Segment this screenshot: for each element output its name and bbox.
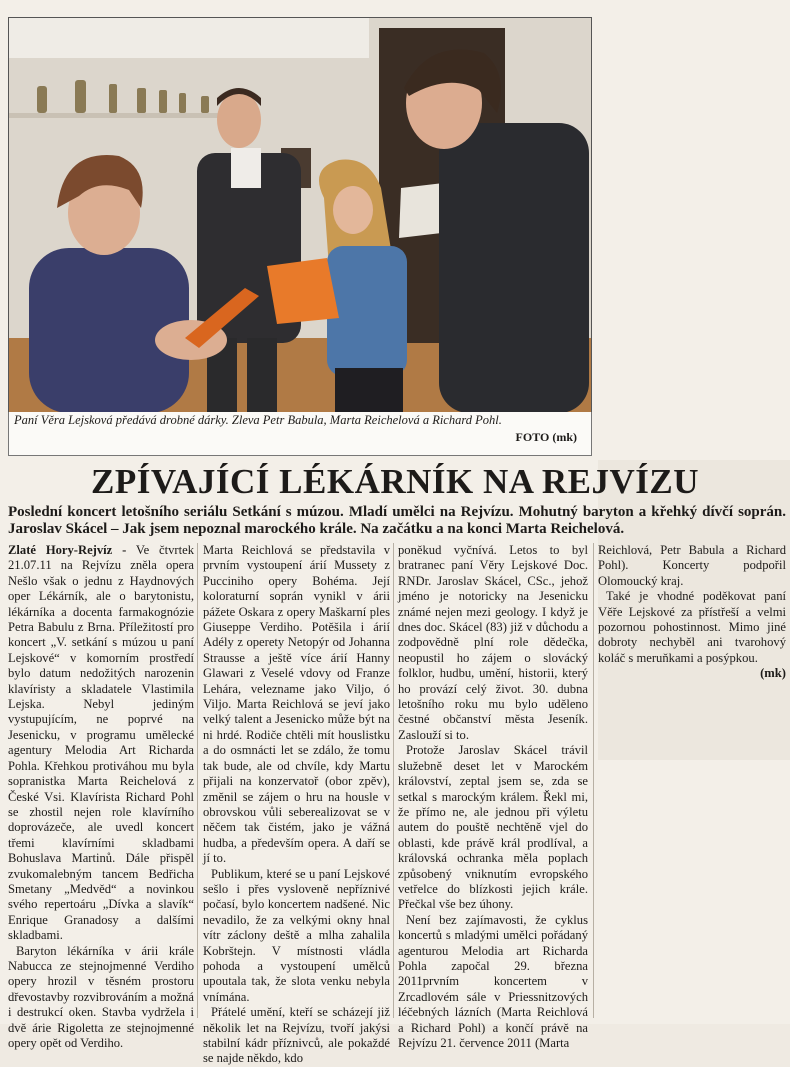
column-rule [393,543,394,1018]
paragraph: Marta Reichlová se představila v prvním vystoupení árií Mussety z Pucciniho opery Bohéma. Její koloraturní soprán vynikl v árii pážete Oskara z opery Maškarní ples Giuseppe Verdiho. Potěšila i árií Adély z operety Netopýr od Johanna Strausse a ještě více árií Hanny Glawari z Veselé vdovy od Franze Lehára, velezname jako Viljo, ó Viljo. Marta Reichlová se jeví jako velký talent a Jesenicko může být na ni hrdé. Rodiče chtěli mít houslistku a do osmnácti let se zdálo, že tomu tak bude, ale od chvíle, kdy Martu přijali na konzervatoř (obor zpěv), změnil se zájem o hru na housle v obrovskou vůli seberealizovat se v něčem tak čistém, jako je vážná hudba, a především opera. A daří se jí to. [203,543,390,866]
photo-caption-box [8,412,592,456]
article-photo [8,17,592,414]
paragraph: Není bez zajímavosti, že cyklus koncertů s mladými umělci pořádaný agenturou Melodia art Richarda Pohla započal 29. března 2011prvním koncertem v Zrcadlovém sále v Priessnitzových léčebných lázních (Marta Reichlová a Richard Pohl) a končí právě na Rejvízu 21. července 2011 (Marta [398,912,588,1050]
paragraph: Publikum, které se u paní Lejskové sešlo i přes vysloveně nepříznivé počasí, bylo koncertem nadšené. Nic nevadilo, že za velkými okny hnal vítr záclony deště a mlha zahalila Kobrštejn. V místnosti vládla pohoda a vystoupení umělců upoutala tak, že slota venku nebyla vnímána. [203,866,390,1004]
column-rule [197,543,198,1018]
paragraph: Protože Jaroslav Skácel trávil služebně deset let v Marockém království, zeptal jsem se, zda se setkal s marockým králem. Řekl mi, že přímo ne, ale jednou při výletu autem do pouště nechtěně vjel do oblasti, kde právě král prodlíval, a královská ochranka měla poplach způsobený vniknutím evropského vetřelce do blízkosti jejich krále. Přečkal vše bez úhony. [398,743,588,912]
photo-caption: Paní Věra Lejsková předává drobné dárky. Zleva Petr Babula, Marta Reichelová a Richard Pohl. [14,413,502,427]
subheadline: Poslední koncert letošního seriálu Setkání s múzou. Mladí umělci na Rejvízu. Mohutný baryton a křehký dívčí soprán. Jaroslav Skácel – Jak jsem nepoznal marockého krále. Na začátku a na konci Marta Reichelová. [8,504,786,537]
article-column-1 [8,543,194,1051]
paragraph: Reichlová, Petr Babula a Richard Pohl). Koncerty podpořil Olomoucký kraj. [598,543,786,588]
paragraph-text: Ve čtvrtek 21.07.11 na Rejvízu zněla opera Nešlo však o jednu z Haydnových oper Lékárník, ale o barytonistu, lékárníka a docenta farmakognózie Petra Babulu z Brna. Příležitostí pro koncert „V. setkání s múzou u paní Lejskové“ v komorním prostředí bylo datum nedožitých narozenin klavíristy a skladatele Vlastimila Lejska. Nebyl jediným vystupujícím, ne poprvé na Jesenicku, v programu umělecké agentury Melodia Art Richarda Pohla. Křehkou protiváhou mu byla sopranistka Marta Reichelová z České Vsi. Klavírista Richard Pohl se zhostil nejen role klavírního doprovázeče, ale uvedl koncert třemi klavírními skladbami Bohuslava Martinů. Dále přispěl zvukomalebným tancem Bedřicha Smetany „Medvěd“ a novinkou svého repertoáru „Dívka a slavík“ Enrique Granadosy a dalšími skladbami. [8,543,194,943]
photo-credit: FOTO (mk) [515,430,577,444]
author-signature: (mk) [760,666,786,681]
paragraph [8,543,194,944]
photo-illustration [9,18,591,413]
column-rule [593,543,594,1018]
paragraph: Baryton lékárníka v árii krále Nabucca ze stejnojmenné Verdiho opery hrozil v těsném prostoru dřevostavby rozvibrováním a možná i destrukcí oken. Stavba vydržela i dvě árie Rigoletta ze stejnojmenné opery opět od Verdiho. [8,943,194,1050]
dateline: Zlaté Hory-Rejvíz - [8,543,127,557]
article-column-2 [203,543,390,1067]
article-column-4 [598,543,786,682]
paragraph: Také je vhodné poděkovat paní Věře Lejskové za přístřeší a velmi pozornou pohostinnost. Mimo jiné dobroty nechyběl ani tvarohový koláč s meruňkami a posýpkou. [598,589,786,665]
paragraph: Přátelé umění, kteří se scházejí již několik let na Rejvízu, tvoří jakýsi stabilní kádr příznivců, ale pokaždé se najde někdo, kdo [203,1005,390,1066]
paragraph: poněkud vyčnívá. Letos to byl bratranec paní Věry Lejskové Doc. RNDr. Jaroslav Skácel, CSc., jehož jméno je notoricky na Jesenicku známé nejen mezi geology. I když je dnes doc. Skácel (83) již v důchodu a zodpovědně plní role dědečka, neopustil ho zájem o slovácký folklor, hudbu, umění, historii, který ho provází celý život. 30. dubna letošního roku mu bylo uděleno čestné občanství města Jeseník. Zaslouží si to. [398,543,588,742]
article-column-3 [398,543,588,1051]
headline: ZPÍVAJÍCÍ LÉKÁRNÍK NA REJVÍZU [91,462,699,501]
